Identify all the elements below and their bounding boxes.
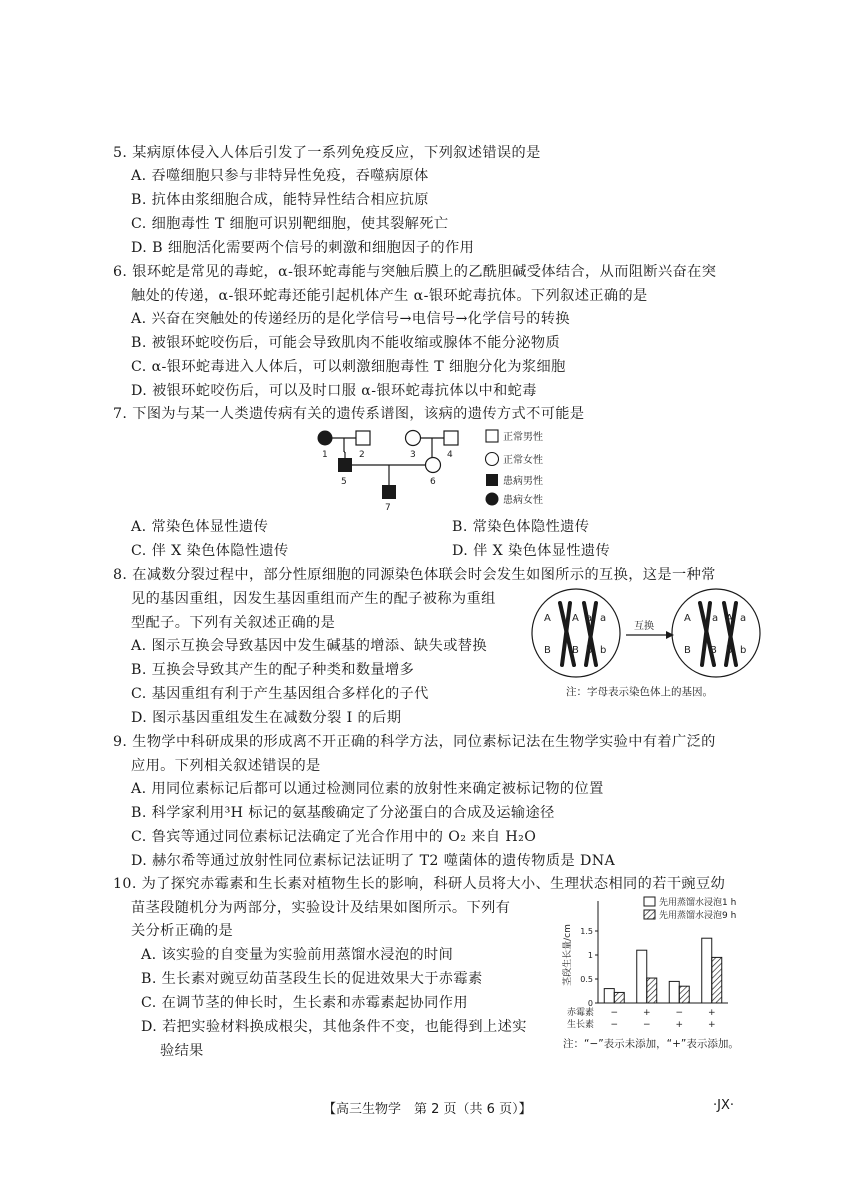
q7-option-c: C. 伴 X 染色体隐性遗传	[131, 543, 289, 559]
gene-a-right2: a	[740, 613, 747, 624]
condition-生长素-1: −	[610, 1020, 619, 1030]
legend-normal-male: 正常男性	[503, 432, 543, 443]
q7-stem: 7. 下图为与某一人类遗传病有关的遗传系谱图，该病的遗传方式不可能是	[113, 406, 585, 422]
q8-option-d: D. 图示基因重组发生在减数分裂 I 的后期	[131, 710, 402, 726]
q8-stem-line1: 8. 在减数分裂过程中，部分性原细胞的同源染色体联会时会发生如图所示的互换，这是一种常	[113, 567, 716, 583]
q9-option-b: B. 科学家利用³H 标记的氨基酸确定了分泌蛋白的合成及运输途径	[131, 805, 555, 821]
row-label-0: 赤霉素	[566, 1008, 594, 1018]
q9-option-c: C. 鲁宾等通过同位素标记法确定了光合作用中的 O₂ 来自 H₂O	[131, 829, 537, 845]
q9-option-d: D. 赫尔希等通过放射性同位素标记法证明了 T2 噬菌体的遗传物质是 DNA	[131, 853, 616, 869]
condition-生长素-3: +	[675, 1020, 684, 1030]
q7-option-d: D. 伴 X 染色体显性遗传	[452, 543, 611, 559]
q6-stem-line1: 6. 银环蛇是常见的毒蛇，α-银环蛇毒能与突触后膜上的乙酰胆碱受体结合，从而阻断兴奋在突	[113, 264, 717, 280]
row-label-1: 生长素	[566, 1020, 594, 1030]
bar-series1-group2	[637, 950, 647, 1003]
q7-option-a: A. 常染色体显性遗传	[131, 519, 269, 535]
gene-B-right: B	[684, 645, 691, 656]
legend-affected-male: 患病男性	[503, 476, 543, 487]
q10-option-b: B. 生长素对豌豆幼苗茎段生长的促进效果大于赤霉素	[141, 971, 483, 987]
legend-label-1: 先用蒸馏水浸泡9 h	[659, 911, 737, 921]
gene-B-right2: B	[710, 645, 717, 656]
q10-stem-line1: 10. 为了探究赤霉素和生长素对植物生长的影响，科研人员将大小、生理状态相同的若干豌豆幼	[113, 876, 726, 892]
condition-赤霉素-1: −	[610, 1008, 619, 1018]
bar-series1-group3	[669, 981, 679, 1003]
q10-option-d-line2: 验结果	[160, 1043, 204, 1059]
q6-option-b: B. 被银环蛇咬伤后，可能会导致肌肉不能收缩或腺体不能分泌物质	[131, 335, 561, 351]
legend-swatch-0	[644, 897, 655, 906]
q5-stem: 5. 某病原体侵入人体后引发了一系列免疫反应，下列叙述错误的是	[113, 145, 541, 161]
arrow-label: 互换	[634, 621, 654, 632]
label-3: 3	[410, 450, 416, 460]
gene-B-left: B	[544, 645, 551, 656]
gene-B-left2: B	[572, 645, 579, 656]
q10-option-d-line1: D. 若把实验材料换成根尖，其他条件不变，也能得到上述实	[141, 1019, 527, 1035]
q9-option-a: A. 用同位素标记后都可以通过检测同位素的放射性来确定被标记物的位置	[131, 781, 604, 797]
q10-stem-line2: 苗茎段随机分为两部分，实验设计及结果如图所示。下列有	[131, 900, 511, 916]
legend-affected-female-icon	[486, 493, 499, 506]
individual-5-affected-male	[338, 458, 352, 472]
q6-option-c: C. α-银环蛇毒进入人体后，可以刺激细胞毒性 T 细胞分化为浆细胞	[131, 359, 566, 375]
condition-生长素-2: −	[642, 1020, 651, 1030]
q8-option-c: C. 基因重组有利于产生基因组合多样化的子代	[131, 686, 429, 702]
q6-option-a: A. 兴奋在突触处的传递经历的是化学信号→电信号→化学信号的转换	[131, 311, 570, 327]
label-6: 6	[430, 477, 436, 487]
label-1: 1	[322, 450, 328, 460]
label-2: 2	[359, 450, 365, 460]
gene-A-right: A	[684, 613, 691, 624]
y-axis-label: 茎段生长量/cm	[563, 924, 573, 986]
gene-b-right2: b	[740, 645, 747, 656]
individual-2-normal-male	[356, 431, 370, 445]
condition-赤霉素-4: +	[707, 1008, 716, 1018]
q10-stem-line3: 关分析正确的是	[131, 923, 234, 939]
gene-A-left2: A	[572, 613, 579, 624]
gene-A-right2: A	[726, 613, 733, 624]
label-4: 4	[447, 450, 453, 460]
legend-normal-female: 正常女性	[503, 455, 543, 466]
legend-affected-female: 患病女性	[503, 495, 543, 506]
q9-stem-line1: 9. 生物学中科研成果的形成离不开正确的科学方法，同位素标记法在生物学实验中有着广泛的	[113, 734, 716, 750]
q5-option-d: D. B 细胞活化需要两个信号的刺激和细胞因子的作用	[131, 240, 475, 256]
legend-label-0: 先用蒸馏水浸泡1 h	[659, 898, 737, 908]
crossing-over-figure	[530, 583, 762, 683]
bar-series2-group1	[614, 992, 624, 1003]
condition-赤霉素-3: −	[675, 1008, 684, 1018]
individual-4-normal-male	[444, 431, 458, 445]
condition-赤霉素-2: +	[642, 1008, 651, 1018]
legend-normal-female-icon	[486, 453, 499, 466]
bar-series1-group1	[604, 989, 614, 1003]
gene-a-left: a	[586, 613, 593, 624]
bar-series2-group2	[647, 978, 657, 1003]
gene-A-left: A	[544, 613, 551, 624]
q5-option-c: C. 细胞毒性 T 细胞可识别靶细胞，使其裂解死亡	[131, 216, 449, 232]
cell-before	[532, 589, 620, 677]
footer-code: ·JX·	[713, 1098, 735, 1113]
q8-option-a: A. 图示互换会导致基因中发生碱基的增添、缺失或替换	[131, 638, 487, 654]
legend-affected-male-icon	[486, 474, 498, 486]
individual-7-affected-male	[382, 485, 396, 499]
q6-option-d: D. 被银环蛇咬伤后，可以及时口服 α-银环蛇毒抗体以中和蛇毒	[131, 383, 537, 399]
q5-option-a: A. 吞噬细胞只参与非特异性免疫，吞噬病原体	[131, 168, 429, 184]
label-5: 5	[341, 477, 347, 487]
gene-b-right: b	[726, 645, 733, 656]
individual-6-normal-female	[426, 458, 441, 473]
q6-stem-line2: 触处的传递，α-银环蛇毒还能引起机体产生 α-银环蛇毒抗体。下列叙述正确的是	[131, 288, 648, 304]
bar-chart	[548, 893, 758, 1039]
y-tick-label: 1.5	[580, 927, 593, 936]
legend-normal-male-icon	[486, 430, 498, 442]
pedigree-chart	[300, 424, 570, 514]
bar-series2-group3	[679, 986, 689, 1003]
y-tick-label: 0	[587, 999, 593, 1008]
y-tick-label: 1	[587, 951, 593, 960]
y-tick-label: 0.5	[580, 975, 593, 984]
cell-after	[672, 589, 760, 677]
q7-option-b: B. 常染色体隐性遗传	[452, 519, 590, 535]
q5-option-b: B. 抗体由浆细胞合成，能特异性结合相应抗原	[131, 192, 429, 208]
q10-option-c: C. 在调节茎的伸长时，生长素和赤霉素起协同作用	[141, 995, 468, 1011]
bar-series2-group4	[712, 957, 722, 1003]
q8-option-b: B. 互换会导致其产生的配子种类和数量增多	[131, 662, 415, 678]
label-7: 7	[385, 503, 391, 513]
gene-a-left2: a	[600, 613, 607, 624]
condition-生长素-4: +	[707, 1020, 716, 1030]
individual-3-normal-female	[406, 431, 421, 446]
bar-series1-group4	[702, 938, 712, 1003]
q8-stem-line2: 见的基因重组，因发生基因重组而产生的配子被称为重组	[131, 591, 496, 607]
gene-a-right: a	[712, 613, 719, 624]
legend-swatch-1	[644, 910, 655, 919]
gene-b-left: b	[586, 645, 593, 656]
q8-stem-line3: 型配子。下列有关叙述正确的是	[131, 615, 336, 631]
q10-option-a: A. 该实验的自变量为实验前用蒸馏水浸泡的时间	[141, 947, 454, 963]
individual-1-affected-female	[318, 431, 333, 446]
page-footer: 【高三生物学 第 2 页（共 6 页）】	[323, 1102, 532, 1117]
gene-b-left2: b	[600, 645, 607, 656]
q9-stem-line2: 应用。下列相关叙述错误的是	[131, 758, 321, 774]
q10-figure-note: 注：“−”表示未添加，“+”表示添加。	[563, 1038, 739, 1050]
q8-figure-note: 注：字母表示染色体上的基因。	[566, 686, 713, 698]
